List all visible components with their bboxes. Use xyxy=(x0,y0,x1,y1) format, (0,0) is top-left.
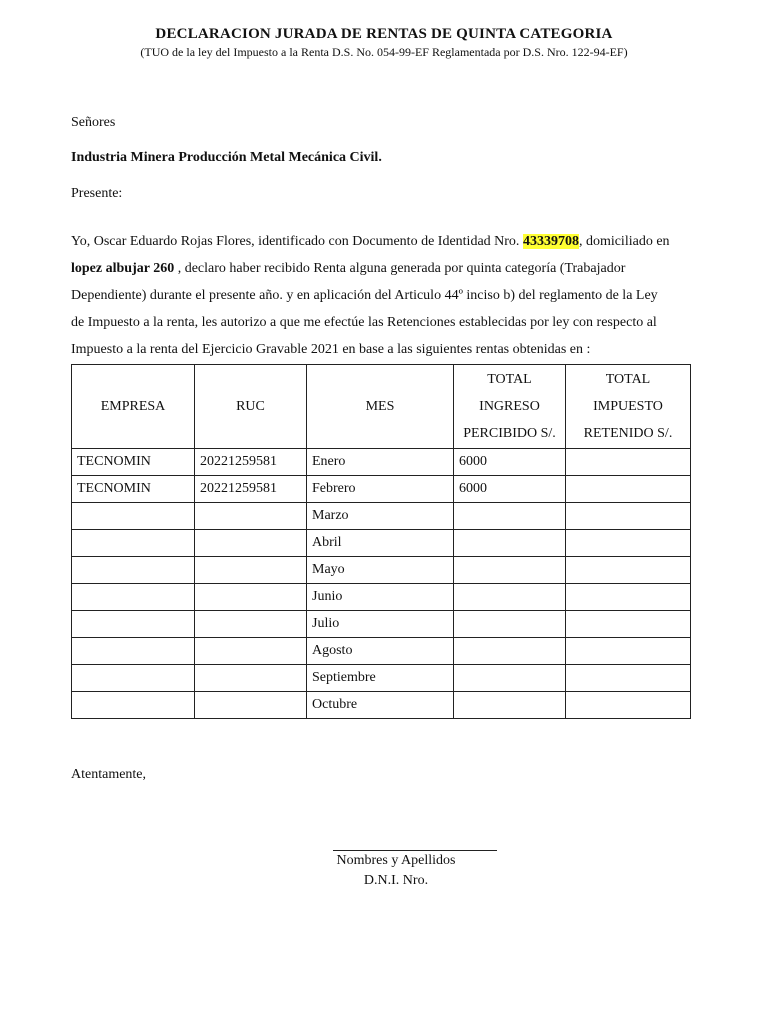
cell-impuesto xyxy=(566,557,691,584)
cell-ruc: 20221259581 xyxy=(195,476,307,503)
cell-impuesto xyxy=(566,584,691,611)
cell-mes: Agosto xyxy=(307,638,454,665)
cell-empresa xyxy=(72,503,195,530)
cell-empresa xyxy=(72,530,195,557)
cell-ingreso: 6000 xyxy=(454,449,566,476)
cell-impuesto xyxy=(566,476,691,503)
cell-ruc xyxy=(195,611,307,638)
closing-text: Atentamente, xyxy=(71,767,147,782)
table-row xyxy=(72,557,691,584)
signature-name-label: Nombres y Apellidos xyxy=(336,853,456,868)
table-row xyxy=(72,584,691,611)
cell-mes: Marzo xyxy=(307,503,454,530)
table-row xyxy=(72,476,691,503)
address: lopez albujar 260 xyxy=(71,261,175,276)
table-row xyxy=(72,611,691,638)
cell-ruc: 20221259581 xyxy=(195,449,307,476)
cell-empresa xyxy=(72,557,195,584)
paragraph-line-2 xyxy=(71,255,719,282)
cell-ingreso xyxy=(454,638,566,665)
cell-ingreso xyxy=(454,692,566,719)
cell-impuesto xyxy=(566,638,691,665)
cell-ruc xyxy=(195,638,307,665)
header-total-impuesto xyxy=(566,365,691,449)
dni-highlight: 43339708 xyxy=(522,234,579,249)
table-row xyxy=(72,530,691,557)
company-name: Industria Minera Producción Metal Mecánica Civil. xyxy=(71,150,382,165)
cell-ruc xyxy=(195,503,307,530)
cell-ingreso xyxy=(454,611,566,638)
cell-impuesto xyxy=(566,692,691,719)
cell-ruc xyxy=(195,665,307,692)
header-mes: MES xyxy=(307,365,454,449)
cell-impuesto xyxy=(566,503,691,530)
declaration-paragraph xyxy=(71,228,719,363)
header-text: RETENIDO S/. xyxy=(583,426,673,441)
paragraph-line-5: Impuesto a la renta del Ejercicio Gravable 2021 en base a las siguientes rentas obtenidas en : xyxy=(71,342,591,357)
cell-empresa xyxy=(72,638,195,665)
header-text: IMPUESTO xyxy=(593,399,663,414)
paragraph-line-3: Dependiente) durante el presente año. y en aplicación del Articulo 44º inciso b) del reglamento de la Ley xyxy=(71,288,658,303)
table-row xyxy=(72,638,691,665)
cell-ingreso xyxy=(454,665,566,692)
cell-empresa xyxy=(72,692,195,719)
paragraph-line-4: de Impuesto a la renta, les autorizo a que me efectúe las Retenciones establecidas por ley con respecto al xyxy=(71,315,657,330)
cell-ingreso: 6000 xyxy=(454,476,566,503)
cell-impuesto xyxy=(566,665,691,692)
cell-impuesto xyxy=(566,530,691,557)
cell-mes: Enero xyxy=(307,449,454,476)
table-row xyxy=(72,449,691,476)
paragraph-text: , domiciliado en xyxy=(578,234,670,249)
cell-empresa xyxy=(72,665,195,692)
cell-impuesto xyxy=(566,611,691,638)
header-empresa: EMPRESA xyxy=(72,365,195,449)
cell-impuesto xyxy=(566,449,691,476)
signature-line xyxy=(327,850,497,851)
income-table xyxy=(71,364,691,719)
cell-empresa: TECNOMIN xyxy=(72,476,195,503)
header-ruc: RUC xyxy=(195,365,307,449)
table-row xyxy=(72,665,691,692)
cell-empresa xyxy=(72,611,195,638)
header-text: TOTAL xyxy=(605,372,651,387)
cell-mes: Febrero xyxy=(307,476,454,503)
cell-ruc xyxy=(195,584,307,611)
table-header-row xyxy=(72,365,691,449)
cell-mes: Julio xyxy=(307,611,454,638)
cell-ingreso xyxy=(454,530,566,557)
cell-mes: Junio xyxy=(307,584,454,611)
cell-empresa xyxy=(72,584,195,611)
document-title: DECLARACION JURADA DE RENTAS DE QUINTA CATEGORIA xyxy=(155,26,613,42)
document-subtitle: (TUO de la ley del Impuesto a la Renta D.S. No. 054-99-EF Reglamentada por D.S. Nro. 122-94-EF) xyxy=(140,45,628,59)
paragraph-text: , declaro haber recibido Renta alguna generada por quinta categoría (Trabajador xyxy=(174,261,626,276)
paragraph-line-1 xyxy=(71,228,719,255)
cell-ingreso xyxy=(454,584,566,611)
cell-ingreso xyxy=(454,557,566,584)
signature-line-gap xyxy=(327,850,333,851)
header-text: TOTAL xyxy=(487,372,532,387)
header-text: INGRESO xyxy=(479,399,540,414)
cell-ruc xyxy=(195,557,307,584)
cell-mes: Septiembre xyxy=(307,665,454,692)
cell-ingreso xyxy=(454,503,566,530)
presente-label: Presente: xyxy=(71,186,123,201)
cell-mes: Abril xyxy=(307,530,454,557)
cell-mes: Mayo xyxy=(307,557,454,584)
cell-ruc xyxy=(195,692,307,719)
table-row xyxy=(72,503,691,530)
table-row xyxy=(72,692,691,719)
cell-ruc xyxy=(195,530,307,557)
header-total-ingreso xyxy=(454,365,566,449)
signature-dni-label: D.N.I. Nro. xyxy=(363,873,429,888)
salutation: Señores xyxy=(71,115,116,130)
header-text: PERCIBIDO S/. xyxy=(463,426,556,441)
paragraph-text: Yo, Oscar Eduardo Rojas Flores, identificado con Documento de Identidad Nro. xyxy=(71,234,523,249)
cell-empresa: TECNOMIN xyxy=(72,449,195,476)
cell-mes: Octubre xyxy=(307,692,454,719)
